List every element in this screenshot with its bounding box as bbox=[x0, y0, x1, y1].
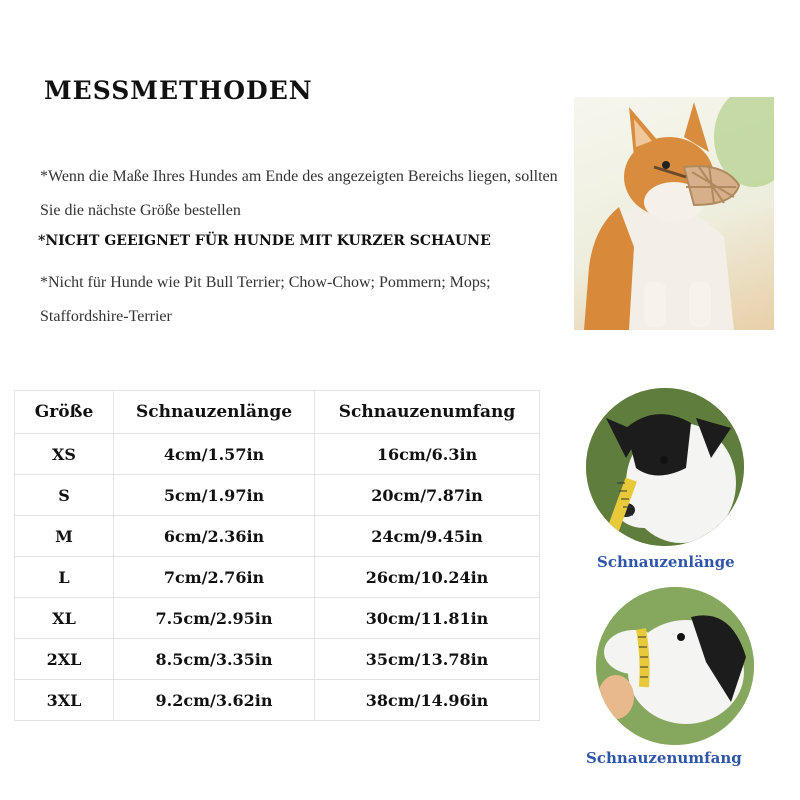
dog-length-illustration bbox=[586, 388, 744, 546]
length-cell: 5cm/1.97in bbox=[114, 475, 315, 516]
length-cell: 7cm/2.76in bbox=[114, 557, 315, 598]
size-cell: XS bbox=[15, 434, 114, 475]
circumference-cell: 16cm/6.3in bbox=[315, 434, 540, 475]
size-table bbox=[14, 390, 540, 721]
muzzle-circumference-photo bbox=[596, 587, 754, 745]
page-title: MESSMETHODEN bbox=[44, 76, 313, 105]
circumference-cell: 38cm/14.96in bbox=[315, 680, 540, 721]
warning-note: *NICHT GEEIGNET FÜR HUNDE MIT KURZER SCHAUNE bbox=[38, 233, 491, 249]
length-cell: 4cm/1.57in bbox=[114, 434, 315, 475]
range-note: *Wenn die Maße Ihres Hundes am Ende des angezeigten Bereichs liegen, sollten Sie die nächste Größe bestellen bbox=[40, 168, 558, 219]
table-row bbox=[15, 639, 540, 680]
circumference-cell: 24cm/9.45in bbox=[315, 516, 540, 557]
breeds-note: *Nicht für Hunde wie Pit Bull Terrier; Chow-Chow; Pommern; Mops; Staffordshire-Terrier bbox=[40, 274, 491, 325]
dog-circumference-illustration bbox=[596, 587, 754, 745]
header-muzzle-circumference: Schnauzenumfang bbox=[315, 391, 540, 434]
circumference-cell: 26cm/10.24in bbox=[315, 557, 540, 598]
size-cell: XL bbox=[15, 598, 114, 639]
table-row bbox=[15, 557, 540, 598]
size-cell: 2XL bbox=[15, 639, 114, 680]
muzzle-circumference-caption: Schnauzenumfang bbox=[586, 749, 742, 767]
header-muzzle-length: Schnauzenlänge bbox=[114, 391, 315, 434]
size-cell: M bbox=[15, 516, 114, 557]
length-cell: 9.2cm/3.62in bbox=[114, 680, 315, 721]
corgi-muzzle-photo bbox=[574, 97, 774, 330]
table-row bbox=[15, 434, 540, 475]
table-row bbox=[15, 516, 540, 557]
header-size: Größe bbox=[15, 391, 114, 434]
circumference-cell: 30cm/11.81in bbox=[315, 598, 540, 639]
circumference-cell: 35cm/13.78in bbox=[315, 639, 540, 680]
length-cell: 8.5cm/3.35in bbox=[114, 639, 315, 680]
length-cell: 7.5cm/2.95in bbox=[114, 598, 315, 639]
table-header-row bbox=[15, 391, 540, 434]
muzzle-length-caption: Schnauzenlänge bbox=[597, 553, 735, 571]
size-cell: 3XL bbox=[15, 680, 114, 721]
table-row bbox=[15, 680, 540, 721]
corgi-illustration bbox=[574, 97, 774, 330]
muzzle-length-photo bbox=[586, 388, 744, 546]
circumference-cell: 20cm/7.87in bbox=[315, 475, 540, 516]
size-cell: L bbox=[15, 557, 114, 598]
size-cell: S bbox=[15, 475, 114, 516]
table-row bbox=[15, 598, 540, 639]
table-row bbox=[15, 475, 540, 516]
length-cell: 6cm/2.36in bbox=[114, 516, 315, 557]
